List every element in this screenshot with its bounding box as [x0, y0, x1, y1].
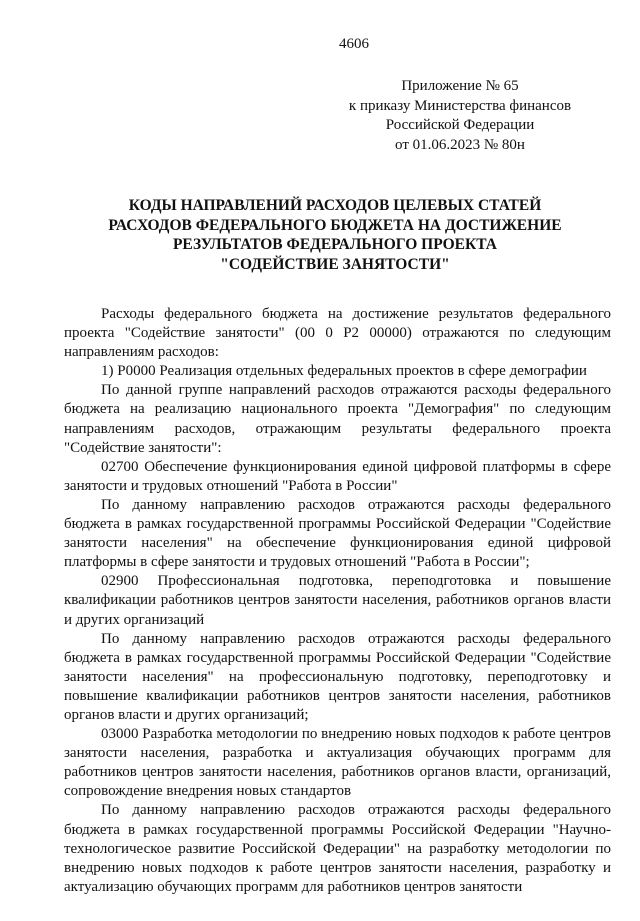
title-line-4: "СОДЕЙСТВИЕ ЗАНЯТОСТИ": [220, 255, 450, 273]
paragraph-group-description: По данной группе направлений расходов отражаются расходы федерального бюджета на реализацию национального проекта "Демография" по следующим направлениям расходов, отражающим результаты федерального проекта "Содействие занятости":: [64, 382, 611, 456]
paragraph-code-02700-description: По данному направлению расходов отражаются расходы федерального бюджета в рамках государственной программы Российской Федерации "Содействие занятости населения" на обеспечение функционирования единой цифровой платформы в сфере занятости и трудовых отношений "Работа в России";: [64, 496, 611, 571]
appendix-order: к приказу Министерства финансов: [348, 97, 572, 114]
appendix-reference: [310, 77, 610, 155]
title-line-1: КОДЫ НАПРАВЛЕНИЙ РАСХОДОВ ЦЕЛЕВЫХ СТАТЕЙ: [128, 197, 542, 214]
paragraph-code-03000: 03000 Разработка методологии по внедрению новых подходов к работе центров занятости населения, разработка и актуализация обучающих программ для работников центров занятости населения, работников органов власти, организаций, сопровождение внедрения новых стандартов: [64, 726, 611, 800]
paragraph-code-03000-description: По данному направлению расходов отражаются расходы федерального бюджета в рамках государственной программы Российской Федерации "Научно-технологическое развитие Российской Федерации" на разработку методологии по внедрению новых подходов к работе центров занятости населения, разработку и актуализацию обучающих программ для работников центров занятости: [64, 802, 611, 895]
appendix-date: от 01.06.2023 № 80н: [395, 136, 525, 153]
document-title: [60, 196, 610, 274]
appendix-number: Приложение № 65: [401, 78, 519, 94]
appendix-country: Российской Федерации: [385, 117, 535, 133]
paragraph-code-02900-description: По данному направлению расходов отражаются расходы федерального бюджета в рамках государственной программы Российской Федерации "Содействие занятости населения" на профессиональную подготовку, переподготовку и повышение квалификации работников центров занятости населения, работников органов власти и других организаций;: [64, 630, 611, 723]
paragraph-group-p0000: 1) Р0000 Реализация отдельных федеральных проектов в сфере демографии: [101, 363, 587, 380]
document-body: [64, 305, 611, 897]
title-line-3: РЕЗУЛЬТАТОВ ФЕДЕРАЛЬНОГО ПРОЕКТА: [172, 236, 498, 253]
paragraph-intro: Расходы федерального бюджета на достижение результатов федерального проекта "Содействие занятости" (00 0 Р2 00000) отражаются по следующим направлениям расходов:: [64, 306, 611, 361]
paragraph-code-02900: 02900 Профессиональная подготовка, переподготовка и повышение квалификации работников центров занятости населения, работников органов власти и других организаций: [64, 573, 611, 628]
paragraph-code-02700: 02700 Обеспечение функционирования единой цифровой платформы в сфере занятости и трудовых отношений "Работа в России": [64, 458, 611, 494]
page-number: 4606: [339, 36, 369, 52]
title-line-2: РАСХОДОВ ФЕДЕРАЛЬНОГО БЮДЖЕТА НА ДОСТИЖЕНИЕ: [108, 216, 562, 234]
